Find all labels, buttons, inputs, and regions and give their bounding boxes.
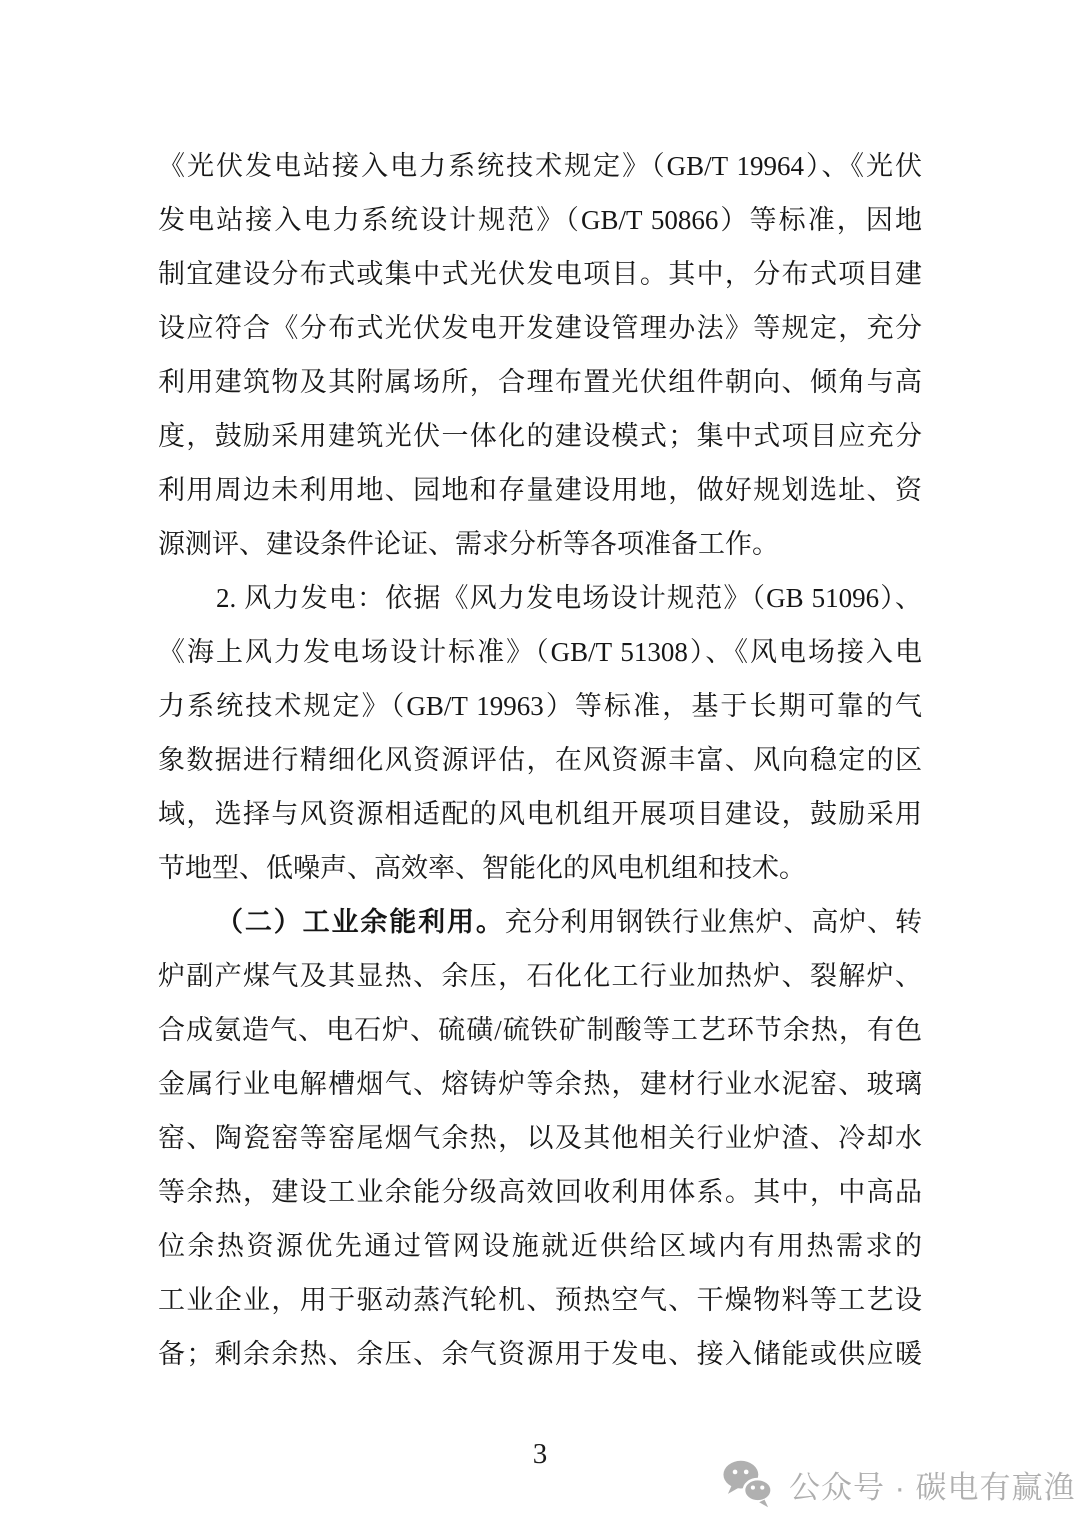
- watermark: [721, 1459, 1076, 1509]
- text-line: 2. 风力发电：依据《风力发电场设计规范》（GB 51096）、: [216, 583, 922, 613]
- text-line: 源测评、建设条件论证、需求分析等各项准备工作。: [158, 529, 779, 559]
- text-line: 度，鼓励采用建筑光伏一体化的建设模式；集中式项目应充分: [158, 421, 922, 451]
- text-line: 金属行业电解槽烟气、熔铸炉等余热，建材行业水泥窑、玻璃: [158, 1069, 922, 1099]
- text-line: 发电站接入电力系统设计规范》（GB/T 50866）等标准，因地: [158, 205, 922, 235]
- text-line: 《光伏发电站接入电力系统技术规定》（GB/T 19964）、《光伏: [158, 151, 922, 181]
- text-line: 域，选择与风资源相适配的风电机组开展项目建设，鼓励采用: [158, 799, 922, 829]
- text-line: 位余热资源优先通过管网设施就近供给区域内有用热需求的: [158, 1231, 922, 1261]
- text-line: 利用周边未利用地、园地和存量建设用地，做好规划选址、资: [158, 475, 922, 505]
- text-line: 设应符合《分布式光伏发电开发建设管理办法》等规定，充分: [158, 313, 922, 343]
- text-line: 等余热，建设工业余能分级高效回收利用体系。其中，中高品: [158, 1177, 922, 1207]
- wechat-icon: [721, 1459, 775, 1509]
- text-line: 制宜建设分布式或集中式光伏发电项目。其中，分布式项目建: [158, 259, 922, 289]
- text-line: 象数据进行精细化风资源评估，在风资源丰富、风向稳定的区: [158, 745, 922, 775]
- text-line: 《海上风力发电场设计标准》（GB/T 51308）、《风电场接入电: [158, 637, 922, 667]
- watermark-text: 公众号 · 碳电有赢渔: [789, 1469, 1076, 1505]
- section-heading: （二）工业余能利用。: [216, 907, 505, 937]
- text-line: （二）工业余能利用。充分利用钢铁行业焦炉、高炉、转: [216, 907, 923, 937]
- text-line: 节地型、低噪声、高效率、智能化的风电机组和技术。: [158, 853, 806, 883]
- text-line: 炉副产煤气及其显热、余压，石化化工行业加热炉、裂解炉、: [158, 961, 922, 991]
- page-number: 3: [532, 1438, 548, 1470]
- text-line: 利用建筑物及其附属场所，合理布置光伏组件朝向、倾角与高: [158, 367, 922, 397]
- text-line: 备；剩余余热、余压、余气资源用于发电、接入储能或供应暖: [158, 1339, 922, 1369]
- text-line: 窑、陶瓷窑等窑尾烟气余热，以及其他相关行业炉渣、冷却水: [158, 1123, 922, 1153]
- text-line: 力系统技术规定》（GB/T 19963）等标准，基于长期可靠的气: [158, 691, 922, 721]
- text-line: 合成氨造气、电石炉、硫磺/硫铁矿制酸等工艺环节余热，有色: [158, 1015, 922, 1045]
- body-text: [158, 139, 922, 1381]
- text-line: 工业企业，用于驱动蒸汽轮机、预热空气、干燥物料等工艺设: [158, 1285, 922, 1315]
